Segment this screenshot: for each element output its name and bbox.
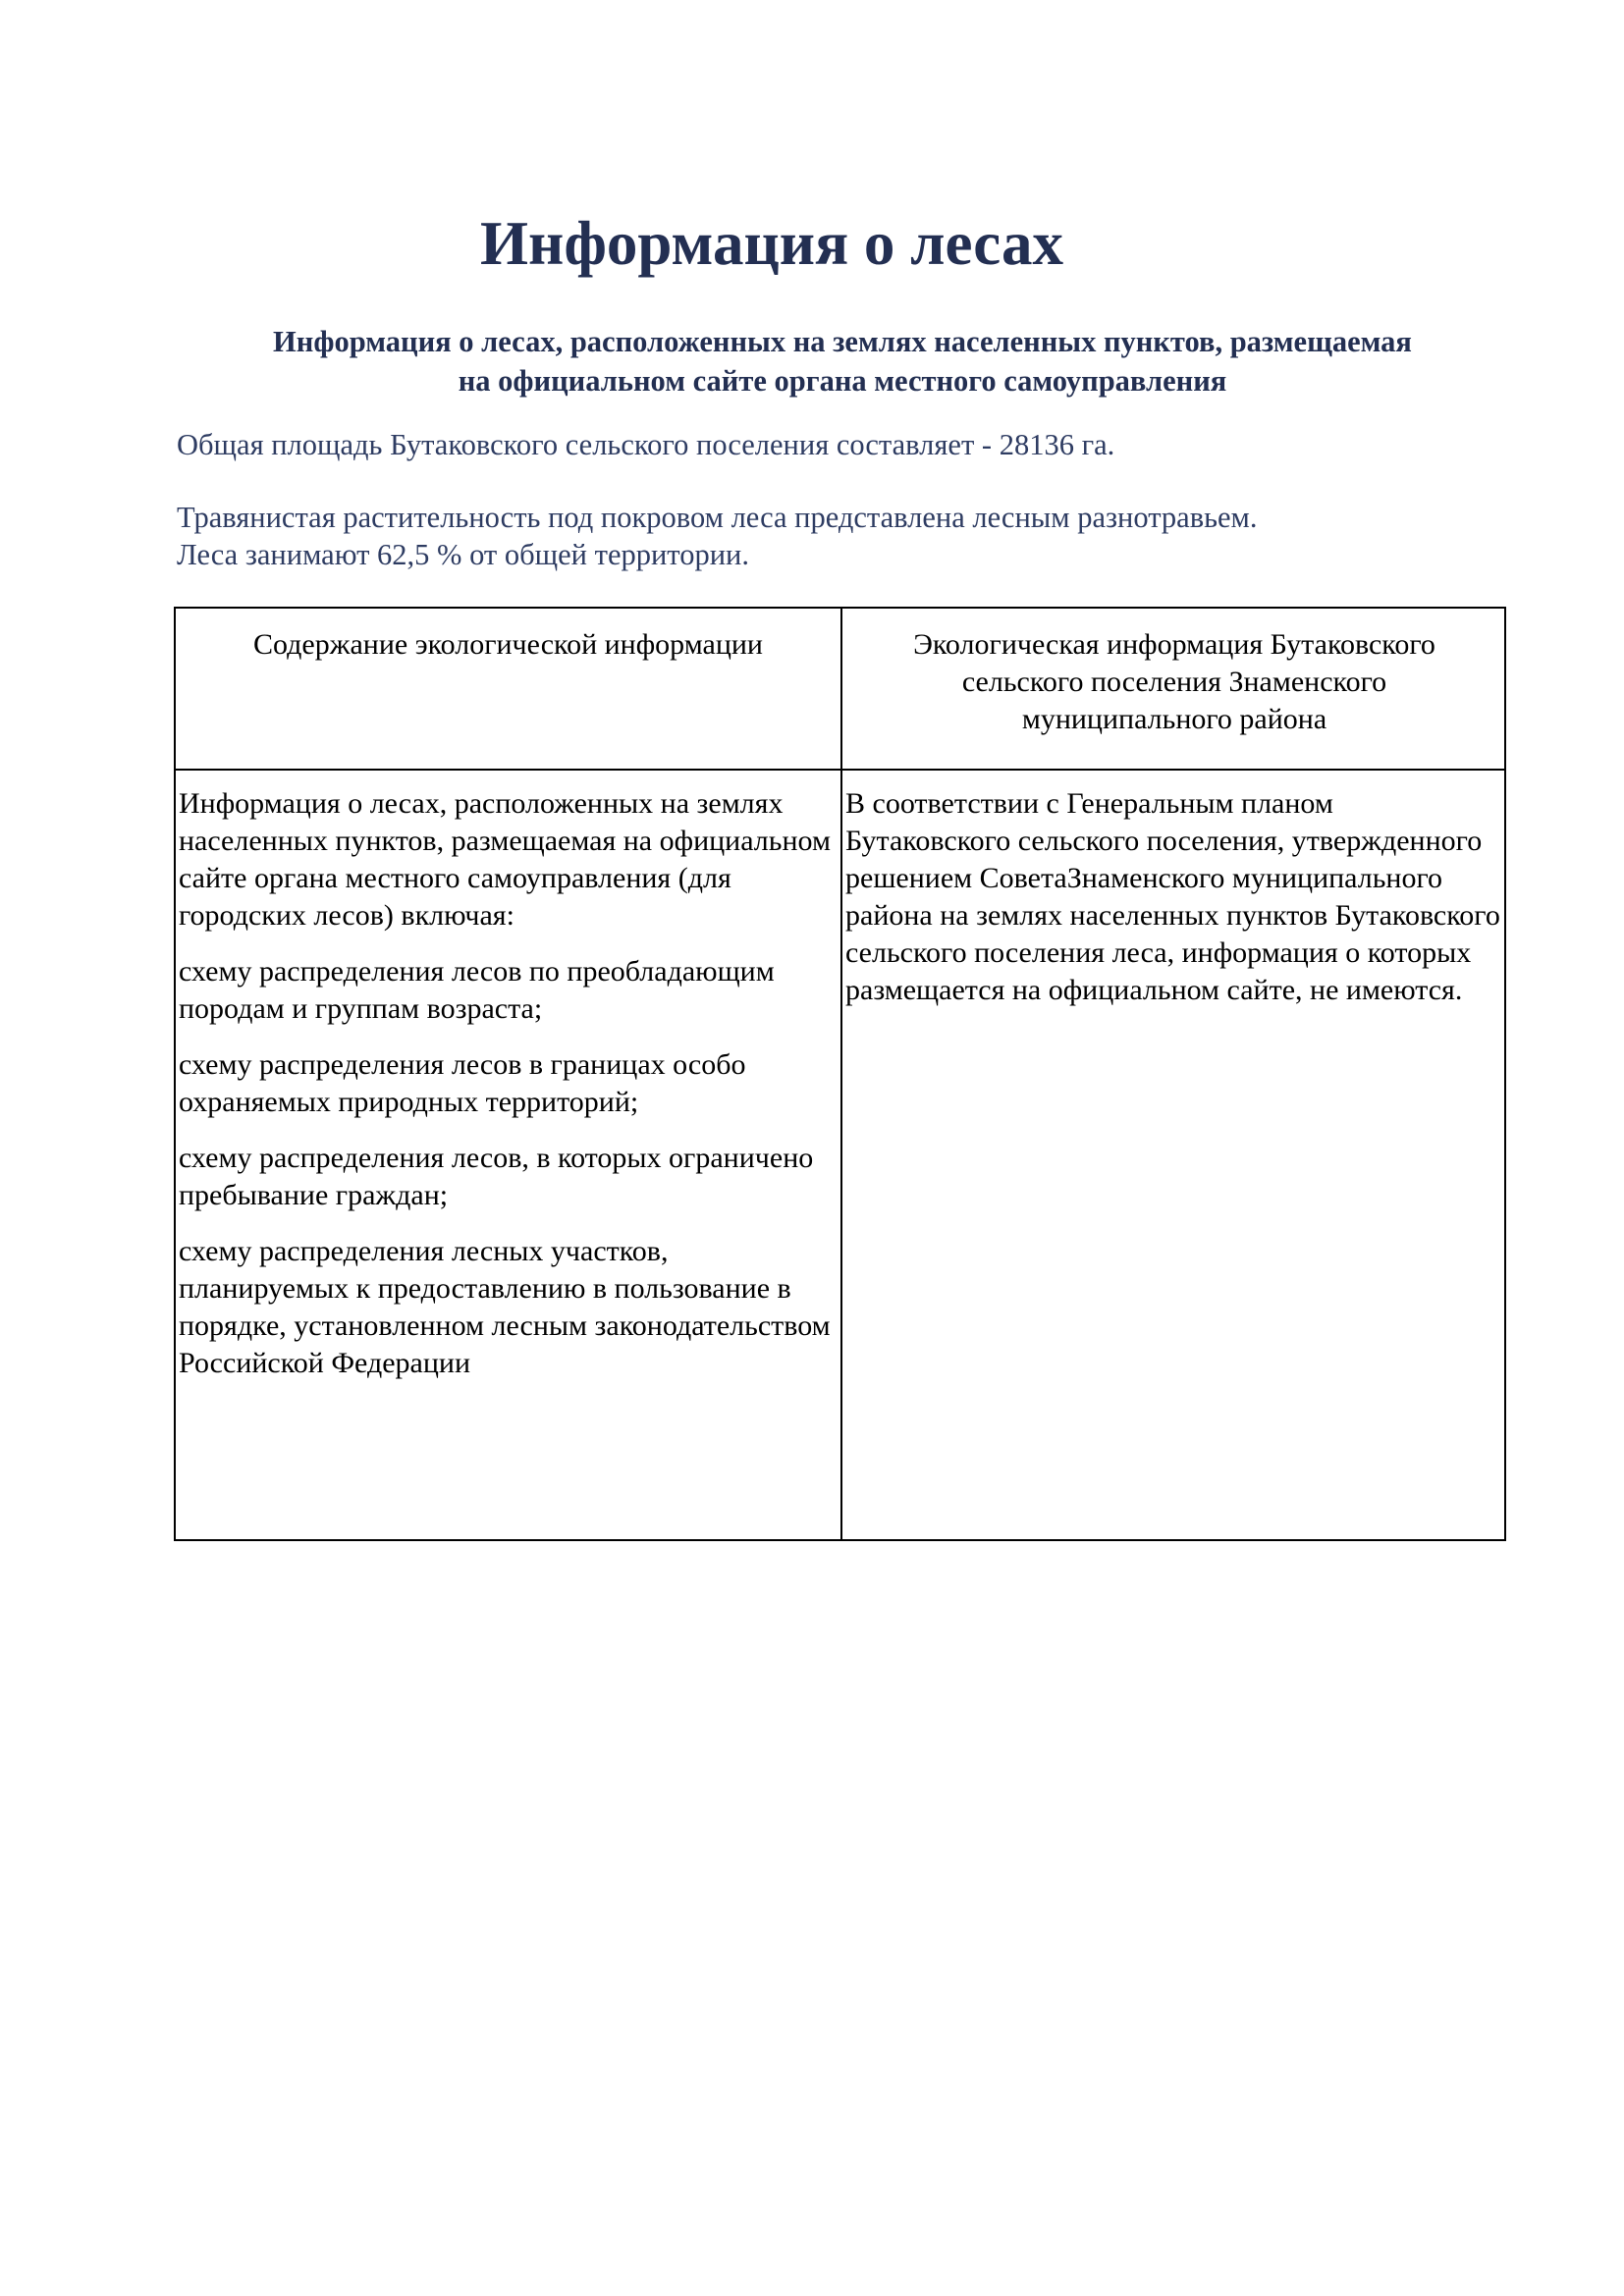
ecology-info-table [174, 607, 1506, 1541]
header-right-line-2: сельского поселения Знаменского [961, 666, 1387, 698]
left-item-restricted: схему распределения лесов, в которых ограничено пребывание граждан; [179, 1142, 814, 1211]
subtitle-line-1: Информация о лесах, расположенных на землях населенных пунктов, размещаемая [273, 325, 1412, 358]
table-column-divider [840, 609, 842, 1539]
table-cell-left [179, 785, 835, 1401]
table-cell-right [845, 785, 1505, 1028]
subtitle-line-2: на официальном сайте органа местного самоуправления [458, 364, 1227, 398]
vegetation-line-1: Травянистая растительность под покровом леса представлена лесным разнотравьем. [177, 501, 1258, 534]
table-header-left: Содержание экологической информации [253, 628, 763, 661]
left-item-species-age: схему распределения лесов по преобладающим породам и группам возраста; [179, 955, 775, 1025]
vegetation-line-2: Леса занимают 62,5 % от общей территории. [177, 538, 749, 571]
header-right-line-1: Экологическая информация Бутаковского [913, 628, 1435, 661]
table-header-right [842, 626, 1506, 738]
left-item-protected-areas: схему распределения лесов в границах особо охраняемых природных территорий; [179, 1048, 746, 1118]
page-subtitle [175, 322, 1510, 400]
vegetation-paragraph [177, 499, 1532, 573]
left-item-planned-plots: схему распределения лесных участков, планируемых к предоставлению в пользование в порядке, установленном лесным законодательством Российской Федерации [179, 1235, 831, 1379]
left-item-intro: Информация о лесах, расположенных на землях населенных пунктов, размещаемая на официальном сайте органа местного самоуправления (для городских лесов) включая: [179, 787, 831, 932]
header-right-line-3: муниципального района [1021, 703, 1327, 735]
right-cell-text: В соответствии с Генеральным планом Бутаковского сельского поселения, утвержденного решением СоветаЗнаменского муниципального района на землях населенных пунктов Бутаковского сельского поселения леса, информация о которых размещается на официальном сайте, не имеются. [845, 787, 1500, 1006]
table-row-divider [176, 769, 1504, 771]
page-title: Информация о лесах [480, 209, 1063, 278]
area-paragraph: Общая площадь Бутаковского сельского поселения составляет - 28136 га. [177, 428, 1115, 461]
